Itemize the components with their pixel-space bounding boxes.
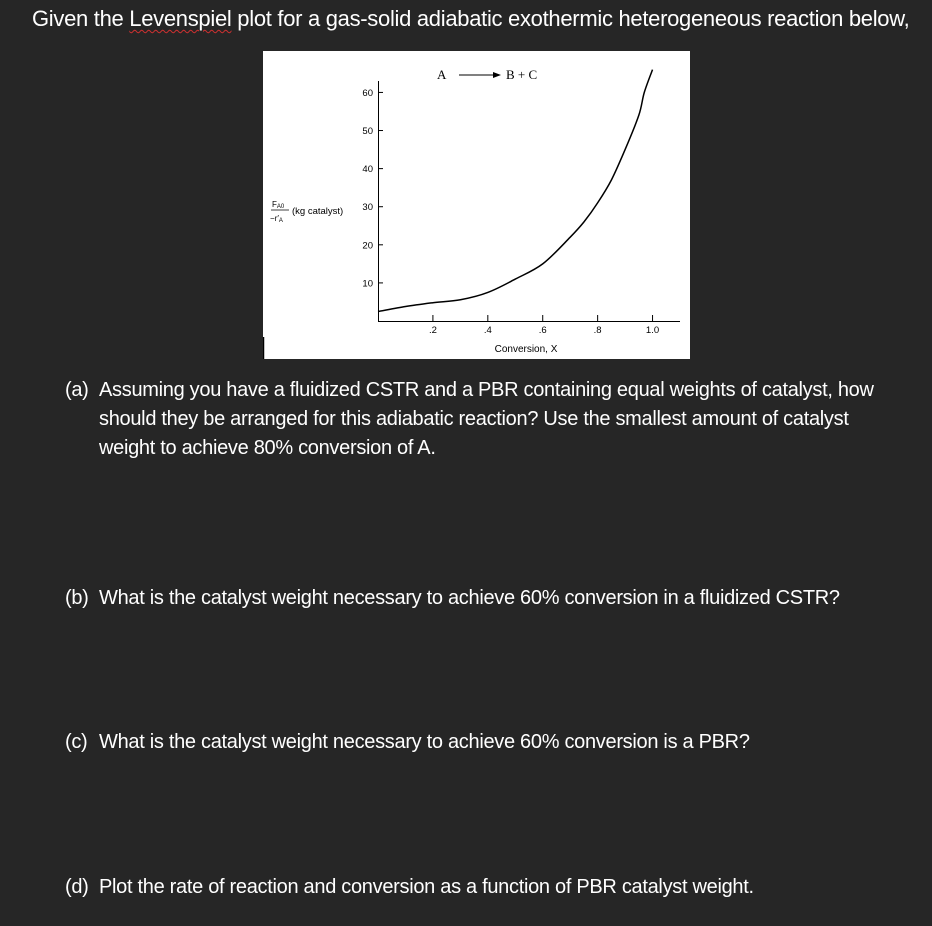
y-label-denominator: −r′A [270,214,283,224]
levenspiel-plot-svg [263,51,690,359]
question-a-label: (a) [65,379,89,401]
y-label-numerator: FA0 [272,200,285,210]
title-arrow-head [493,72,501,78]
x-axis-label: Conversion, X [494,344,558,355]
y-tick-label-30: 30 [362,202,373,214]
question-d-label: (d) [65,876,89,898]
title-products: B + C [506,67,538,82]
question-a-line-3: weight to achieve 80% conversion of A. [99,437,436,459]
y-tick-label-20: 20 [362,240,373,252]
y-tick-label-40: 40 [362,164,373,176]
x-tick-label-.8: .8 [593,325,602,336]
y-tick-label-50: 50 [362,126,373,138]
question-d-text: Plot the rate of reaction and conversion as a function of PBR catalyst weight. [99,876,754,898]
intro-after: plot for a gas-solid adiabatic exothermic heterogeneous reaction below, [231,6,910,31]
question-b-text: What is the catalyst weight necessary to achieve 60% conversion in a fluidized CSTR? [99,587,840,609]
y-label-unit: (kg catalyst) [292,206,344,217]
intro-squiggle-word: Levenspiel [129,6,232,31]
question-b [65,584,925,613]
y-tick-label-10: 10 [362,278,373,290]
question-c-label: (c) [65,731,88,753]
levenspiel-plot [263,51,690,359]
y-ticks [362,88,383,289]
y-axis-label [270,200,343,224]
question-d [65,873,925,902]
levenspiel-curve [378,70,653,312]
x-tick-label-.4: .4 [483,325,492,336]
y-tick-label-60: 60 [362,87,373,99]
chart-title [437,67,537,82]
x-ticks [429,315,659,336]
x-tick-label-1.0: 1.0 [645,325,660,336]
question-a [65,376,925,463]
intro-text [32,2,922,36]
question-a-line-1: Assuming you have a fluidized CSTR and a PBR containing equal weights of catalyst, how [99,379,874,401]
question-c [65,728,925,757]
intro-before: Given the [32,6,130,31]
question-b-label: (b) [65,587,89,609]
x-tick-label-.6: .6 [538,325,547,336]
x-tick-label-.2: .2 [428,325,437,336]
question-a-line-2: should they be arranged for this adiabatic reaction? Use the smallest amount of catalyst [99,408,849,430]
title-reactant: A [437,67,447,82]
question-c-text: What is the catalyst weight necessary to achieve 60% conversion is a PBR? [99,731,750,753]
